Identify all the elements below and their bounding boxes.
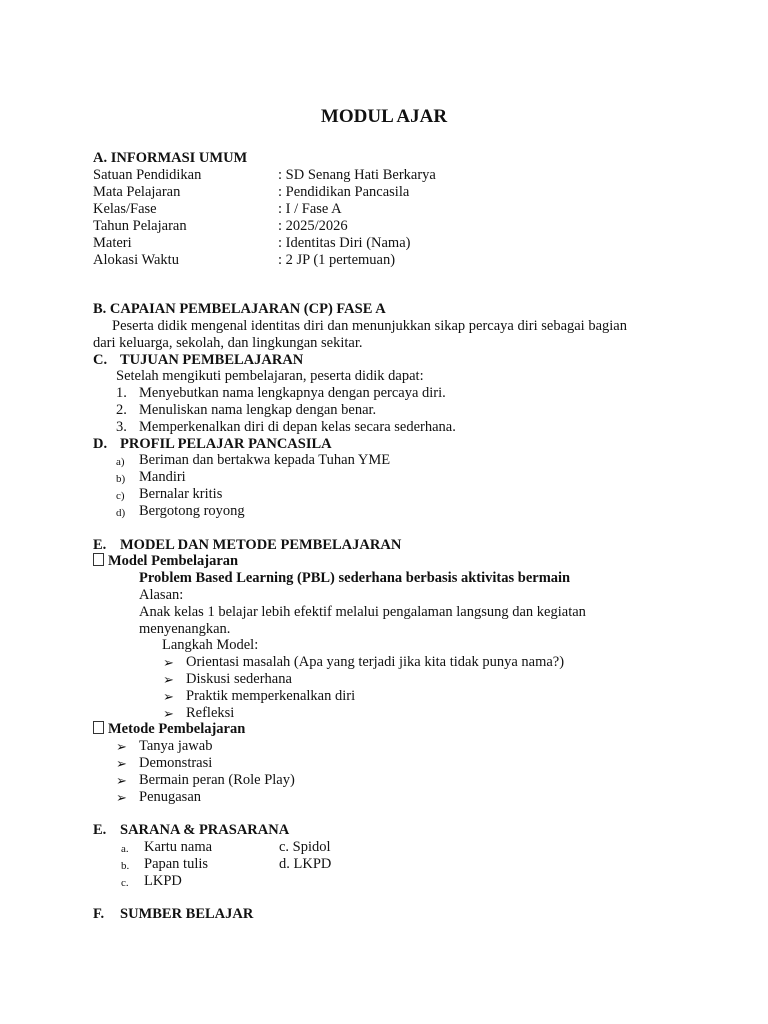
list-item: Mandiri [139, 469, 186, 485]
section-e2-letter: E. [93, 822, 107, 838]
cp-text-line1: Peserta didik mengenal identitas diri dan menunjukkan sikap percaya diri sebagai bagian [112, 318, 627, 334]
arrow-bullet-icon: ➢ [163, 655, 174, 670]
section-e-letter: E. [93, 537, 107, 553]
metode-heading [93, 721, 245, 738]
section-c-heading: TUJUAN PEMBELAJARAN [120, 352, 304, 368]
info-value: : 2025/2026 [278, 218, 348, 234]
tujuan-intro: Setelah mengikuti pembelajaran, peserta didik dapat: [116, 368, 424, 384]
arrow-bullet-icon: ➢ [116, 790, 127, 805]
list-item: Menyebutkan nama lengkapnya dengan percaya diri. [139, 385, 446, 401]
list-item: d. LKPD [279, 856, 332, 872]
arrow-bullet-icon: ➢ [163, 706, 174, 721]
info-label: Tahun Pelajaran [93, 218, 187, 234]
list-item: Memperkenalkan diri di depan kelas secara sederhana. [139, 419, 456, 435]
list-item: Refleksi [186, 705, 235, 721]
metode-heading-label: Metode Pembelajaran [108, 721, 246, 737]
list-letter: b. [121, 860, 130, 872]
checkbox-icon [93, 553, 104, 566]
list-item: Beriman dan bertakwa kepada Tuhan YME [139, 452, 391, 468]
section-c-letter: C. [93, 352, 108, 368]
arrow-bullet-icon: ➢ [163, 672, 174, 687]
section-e-heading: MODEL DAN METODE PEMBELAJARAN [120, 537, 402, 553]
list-item: Demonstrasi [139, 755, 213, 771]
list-item: Bergotong royong [139, 503, 245, 519]
list-item: Papan tulis [144, 856, 209, 872]
model-name: Problem Based Learning (PBL) sederhana berbasis aktivitas bermain [139, 570, 571, 586]
cp-text-line2: dari keluarga, sekolah, dan lingkungan sekitar. [93, 335, 363, 351]
section-b-heading: B. CAPAIAN PEMBELAJARAN (CP) FASE A [93, 301, 386, 317]
list-number: 1. [116, 385, 127, 401]
info-value: : I / Fase A [278, 201, 342, 217]
arrow-bullet-icon: ➢ [116, 773, 127, 788]
list-item: Bernalar kritis [139, 486, 223, 502]
info-label: Materi [93, 235, 132, 251]
list-letter: c) [116, 490, 125, 502]
model-reason-label: Alasan: [139, 587, 184, 603]
arrow-bullet-icon: ➢ [116, 756, 127, 771]
list-item: Bermain peran (Role Play) [139, 772, 295, 788]
document-title: MODUL AJAR [320, 106, 448, 127]
list-letter: b) [116, 473, 126, 485]
section-a-heading: A. INFORMASI UMUM [93, 150, 248, 166]
list-letter: d) [116, 507, 126, 519]
info-label: Satuan Pendidikan [93, 167, 202, 183]
info-label: Mata Pelajaran [93, 184, 181, 200]
model-reason-line2: menyenangkan. [139, 621, 231, 637]
list-number: 3. [116, 419, 127, 435]
list-item: c. Spidol [279, 839, 331, 855]
list-item: Praktik memperkenalkan diri [186, 688, 356, 704]
list-item: Diskusi sederhana [186, 671, 292, 687]
list-item: Penugasan [139, 789, 202, 805]
list-item: LKPD [144, 873, 182, 889]
list-item: Tanya jawab [139, 738, 213, 754]
model-steps-label: Langkah Model: [162, 637, 259, 653]
info-value: : 2 JP (1 pertemuan) [278, 252, 396, 268]
list-number: 2. [116, 402, 127, 418]
list-letter: a. [121, 843, 129, 855]
list-item: Menuliskan nama lengkap dengan benar. [139, 402, 377, 418]
list-item: Orientasi masalah (Apa yang terjadi jika kita tidak punya nama?) [186, 654, 565, 670]
section-e2-heading: SARANA & PRASARANA [120, 822, 290, 838]
info-value: : Identitas Diri (Nama) [278, 235, 411, 251]
list-letter: c. [121, 877, 129, 889]
info-label: Kelas/Fase [93, 201, 157, 217]
section-d-letter: D. [93, 436, 108, 452]
arrow-bullet-icon: ➢ [163, 689, 174, 704]
info-value: : SD Senang Hati Berkarya [278, 167, 436, 183]
section-d-heading: PROFIL PELAJAR PANCASILA [120, 436, 332, 452]
section-f-letter: F. [93, 906, 105, 922]
model-reason-line1: Anak kelas 1 belajar lebih efektif melalui pengalaman langsung dan kegiatan [139, 604, 586, 620]
model-heading-label: Model Pembelajaran [108, 553, 239, 569]
model-heading [93, 553, 238, 570]
section-f-heading: SUMBER BELAJAR [120, 906, 254, 922]
list-item: Kartu nama [144, 839, 213, 855]
list-letter: a) [116, 456, 125, 468]
arrow-bullet-icon: ➢ [116, 739, 127, 754]
info-label: Alokasi Waktu [93, 252, 179, 268]
checkbox-icon [93, 721, 104, 734]
info-value: : Pendidikan Pancasila [278, 184, 410, 200]
